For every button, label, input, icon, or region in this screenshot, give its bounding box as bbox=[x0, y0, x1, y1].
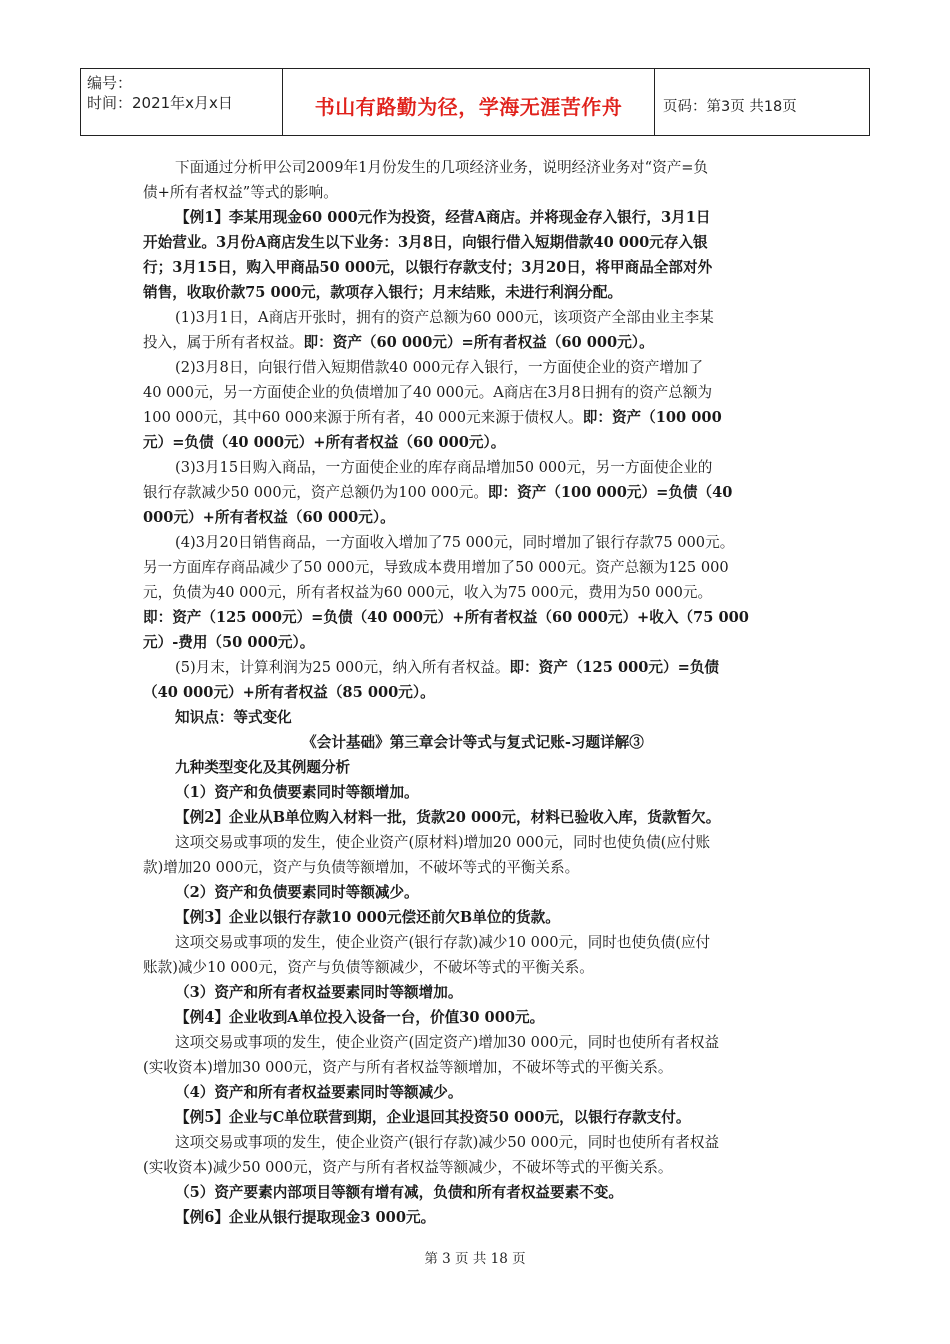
step-4-equation-line: 元）-费用（50 000元）。 bbox=[143, 634, 315, 651]
step-2-line: (2)3月8日，向银行借入短期借款40 000元存入银行，一方面使企业的资产增加了 bbox=[175, 359, 704, 376]
step-4-equation-line: 即：资产（125 000元）=负债（40 000元）+所有者权益（60 000元）+收入（75 000 bbox=[143, 609, 749, 626]
example-1-line: 销售，收取价款75 000元，款项存入银行；月末结账，未进行利润分配。 bbox=[143, 284, 623, 301]
example-2-explanation: 款)增加20 000元，资产与负债等额增加，不破坏等式的平衡关系。 bbox=[143, 859, 580, 876]
step-4-line: (4)3月20日销售商品，一方面收入增加了75 000元，同时增加了银行存款75 000元。 bbox=[175, 534, 735, 551]
step-1-equation: 即：资产（60 000元）=所有者权益（60 000元）。 bbox=[303, 334, 654, 351]
step-2-line: 40 000元，另一方面使企业的负债增加了40 000元。A商店在3月8日拥有的资产总额为 bbox=[143, 384, 713, 401]
step-2-line bbox=[143, 405, 803, 430]
step-1-text: 投入，属于所有者权益。 bbox=[143, 334, 304, 351]
type-heading: （2）资产和负债要素同时等额减少。 bbox=[175, 884, 419, 901]
type-heading: （1）资产和负债要素同时等额增加。 bbox=[175, 784, 419, 801]
header-meta bbox=[81, 69, 283, 135]
example-5-explanation: (实收资本)减少50 000元，资产与所有者权益等额减少，不破坏等式的平衡关系。 bbox=[143, 1159, 673, 1176]
example-4-explanation: (实收资本)增加30 000元，资产与所有者权益等额增加，不破坏等式的平衡关系。 bbox=[143, 1059, 673, 1076]
doc-code-label: 编号： bbox=[87, 74, 133, 92]
doc-date-label: 时间：2021年x月x日 bbox=[87, 94, 233, 112]
intro-line: 下面通过分析甲公司2009年1月份发生的几项经济业务，说明经济业务对“资产=负 bbox=[175, 159, 709, 176]
step-3-text: 银行存款减少50 000元，资产总额仍为100 000元。 bbox=[143, 484, 488, 501]
example-4: 【例4】企业收到A单位投入设备一台，价值30 000元。 bbox=[175, 1009, 545, 1026]
example-6: 【例6】企业从银行提取现金3 000元。 bbox=[175, 1209, 436, 1226]
header-motto: 书山有路勤为径，学海无涯苦作舟 bbox=[283, 69, 655, 135]
header-page-info: 页码：第3页 共18页 bbox=[663, 98, 797, 115]
step-5-equation-line: （40 000元）+所有者权益（85 000元）。 bbox=[143, 684, 435, 701]
step-3-equation: 即：资产（100 000元）=负债（40 bbox=[487, 484, 733, 501]
step-5-equation: 即：资产（125 000元）=负债 bbox=[509, 659, 720, 676]
step-4-line: 元，负债为40 000元，所有者权益为60 000元，收入为75 000元，费用为50 000元。 bbox=[143, 584, 713, 601]
example-5-explanation: 这项交易或事项的发生，使企业资产(银行存款)减少50 000元，同时也使所有者权益 bbox=[175, 1134, 720, 1151]
step-1-line bbox=[143, 330, 803, 355]
step-3-equation-line: 000元）+所有者权益（60 000元）。 bbox=[143, 509, 395, 526]
type-heading: （3）资产和所有者权益要素同时等额增加。 bbox=[175, 984, 463, 1001]
example-1-line: 开始营业。3月份A商店发生以下业务：3月8日，向银行借入短期借款40 000元存入银 bbox=[143, 234, 708, 251]
example-1-line: 【例1】李某用现金60 000元作为投资，经营A商店。并将现金存入银行，3月1日 bbox=[175, 209, 711, 226]
document-body bbox=[143, 155, 803, 1230]
header-table bbox=[80, 68, 870, 136]
knowledge-point: 知识点：等式变化 bbox=[175, 709, 292, 726]
page-footer: 第 3 页 共 18 页 bbox=[424, 1251, 526, 1267]
step-2-equation-line: 元）=负债（40 000元）+所有者权益（60 000元）。 bbox=[143, 434, 506, 451]
step-2-equation: 即：资产（100 000 bbox=[582, 409, 722, 426]
step-2-text: 100 000元，其中60 000来源于所有者，40 000元来源于债权人。 bbox=[143, 409, 583, 426]
step-3-line: (3)3月15日购入商品，一方面使企业的库存商品增加50 000元，另一方面使企业的 bbox=[175, 459, 713, 476]
type-heading: （5）资产要素内部项目等额有增有减，负债和所有者权益要素不变。 bbox=[175, 1184, 623, 1201]
example-3: 【例3】企业以银行存款10 000元偿还前欠B单位的货款。 bbox=[175, 909, 560, 926]
step-3-line bbox=[143, 480, 803, 505]
step-4-line: 另一方面库存商品减少了50 000元，导致成本费用增加了50 000元。资产总额为125 000 bbox=[143, 559, 729, 576]
example-2-explanation: 这项交易或事项的发生，使企业资产(原材料)增加20 000元，同时也使负债(应付账 bbox=[175, 834, 711, 851]
example-5: 【例5】企业与C单位联营到期，企业退回其投资50 000元，以银行存款支付。 bbox=[175, 1109, 691, 1126]
chapter-title: 《会计基础》第三章会计等式与复式记账-习题详解③ bbox=[302, 734, 644, 751]
example-4-explanation: 这项交易或事项的发生，使企业资产(固定资产)增加30 000元，同时也使所有者权益 bbox=[175, 1034, 720, 1051]
intro-line: 债+所有者权益”等式的影响。 bbox=[143, 184, 338, 201]
example-3-explanation: 账款)减少10 000元，资产与负债等额减少，不破坏等式的平衡关系。 bbox=[143, 959, 594, 976]
example-3-explanation: 这项交易或事项的发生，使企业资产(银行存款)减少10 000元，同时也使负债(应付 bbox=[175, 934, 711, 951]
step-5-line bbox=[143, 655, 803, 680]
step-1-line: (1)3月1日，A商店开张时，拥有的资产总额为60 000元，该项资产全部由业主李某 bbox=[175, 309, 714, 326]
example-1-line: 行；3月15日，购入甲商品50 000元，以银行存款支付；3月20日，将甲商品全部对外 bbox=[143, 259, 713, 276]
example-2: 【例2】企业从B单位购入材料一批，货款20 000元，材料已验收入库，货款暂欠。 bbox=[175, 809, 721, 826]
section-heading: 九种类型变化及其例题分析 bbox=[175, 759, 351, 776]
type-heading: （4）资产和所有者权益要素同时等额减少。 bbox=[175, 1084, 463, 1101]
step-5-text: (5)月末，计算利润为25 000元，纳入所有者权益。 bbox=[175, 659, 510, 676]
